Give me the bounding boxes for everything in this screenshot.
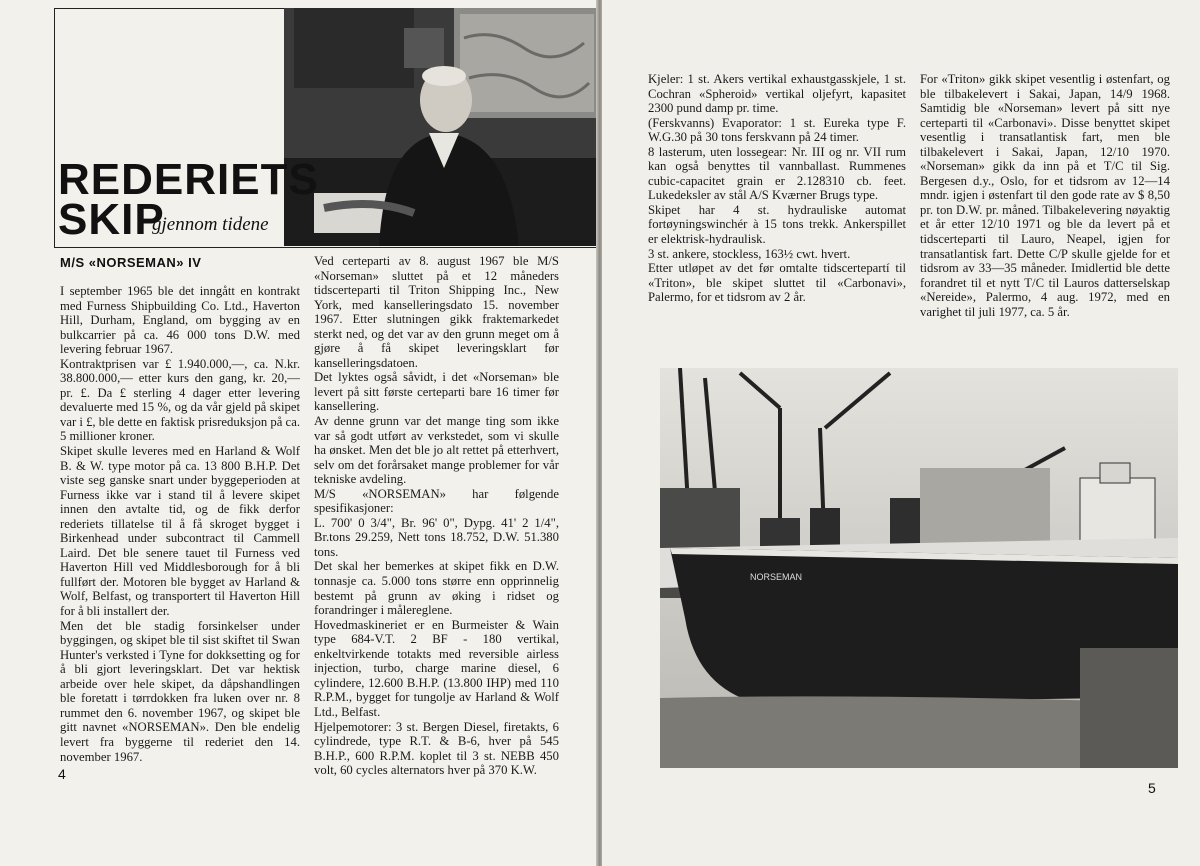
text-column-1 <box>60 284 300 764</box>
paragraph: Etter utløpet av det før omtalte tidscertepartí til «Triton», ble skipet sluttet til «Carbonavi», Palermo, for et tidsrom av 2 år. <box>648 261 906 305</box>
headline-subtitle: gjennom tidene <box>152 214 269 235</box>
paragraph: Men det ble stadig forsinkelser under byggingen, og skipet ble til sist skiftet til Swan Hunter's verksted i Tyne for dokksetting og for å bli gjort leveringsklart. Det var hektisk arbeide over hele skipet, da dåpshandlingen ble foretatt i tørrdokken fra luken over nr. 8 rummet den 6. november 1967, og skipet ble gitt navnet «NORSEMAN». Den ble endelig levert fra byggerne til rederiet den 14. november 1967. <box>60 618 300 764</box>
paragraph: For «Triton» gikk skipet vesentlig i østenfart, og ble tilbakelevert i Sakai, Japan, 14/9 1968. Samtidig ble «Norseman» levert på sitt nye certeparti til «Carbonavi». Disse benyttet skipet vesentlig i transatlantisk fart, men ble tilbakelevert i Sakai, Japan, 12/10 1970. «Norseman» gikk da inn på et T/C til Sig. Bergesen d.y., Oslo, for et tidsrom av 12—14 mndr. igjen i østenfart til den gode rate av $ 8,50 pr. ton D.W. pr. måned. Tilbakelevering nøyaktig et år etter 12/10 1971 og ble da levert på et tidscerteparti til Lauro, Neapel, igjen for transatlantisk fart. Dette C/P skulle gjelde for et tidsrom av 33—35 måneder. Imidlertid ble dette forandret til et nytt T/C til Lauros datterselskap «Nereide», Palermo, 4 aug. 1972, med en varighet til juli 1977, ca. 5 år. <box>920 72 1170 319</box>
section-heading: M/S «NORSEMAN» IV <box>60 255 202 270</box>
portrait-photo <box>284 8 600 246</box>
headline-line-1: REDERIETS <box>58 155 319 204</box>
paragraph: Ved certeparti av 8. august 1967 ble M/S «Norseman» sluttet på et 12 måneders tidscerteparti til Triton Shipping Inc., New York, med kanselleringsdato 15. november 1967. Etter slutningen gikk fraktemarkedet sterkt ned, og det var av den grunn meget om å gjøre å få skipet leveringsklart før kanselleringsdatoen. <box>314 254 559 370</box>
paragraph: Hjelpemotorer: 3 st. Bergen Diesel, firetakts, 6 cylindrede, type R.T. & B-6, hver på 545 B.H.P., 600 R.P.M. koplet til 3 st. NEBB 450 volt, 60 cycles alternators hver på 370 K.W. <box>314 719 559 778</box>
ship-name-on-hull: NORSEMAN <box>750 572 803 582</box>
headline-line-2: SKIP <box>58 195 165 244</box>
paragraph: Kontraktprisen var £ 1.940.000,—, ca. N.kr. 38.800.000,— etter kurs den gang, kr. 20,— pr. £. Da £ sterling 4 dager etter levering devaluerte med 15 %, og da vår gjeld på skipet var i £, ble dette en faktisk prisreduksjon på ca. 5 millioner kroner. <box>60 356 300 444</box>
paragraph: Av denne grunn var det mange ting som ikke var så godt utført av verkstedet, som vi skulle ha ønsket. Men det ble jo alt rettet på etterhvert, selv om det forårsaket mange problemer for vår tekniske avdeling. <box>314 414 559 487</box>
paragraph: Det skal her bemerkes at skipet fikk en D.W. tonnasje ca. 5.000 tons større enn opprinnelig bestemt på grunn av øking i ridset og forandringer i målereglene. <box>314 559 559 618</box>
paragraph: Skipet har 4 st. hydrauliske automat fortøyningswinchér à 15 tons trekk. Ankerspillet er elektrisk-hydraulisk. <box>648 202 906 247</box>
paragraph: I september 1965 ble det inngått en kontrakt med Furness Shipbuilding Co. Ltd., Haverton Hill, Durham, England, om bygging av en bulkcarrier på ca. 46 000 tons D.W. med levering februar 1967. <box>60 284 300 357</box>
paragraph: 3 st. ankere, stockless, 163½ cwt. hvert. <box>648 246 851 261</box>
paragraph: (Ferskvanns) Evaporator: 1 st. Eureka type F. W.G.30 på 30 tons ferskvann på 24 timer. <box>648 115 906 145</box>
ship-photo <box>660 368 1178 768</box>
page-number-left: 4 <box>58 766 66 782</box>
text-column-4 <box>920 72 1170 319</box>
page-number-right: 5 <box>1148 780 1156 796</box>
paragraph: M/S «NORSEMAN» har følgende spesifikasjoner: <box>314 486 559 516</box>
paragraph: Skipet skulle leveres med en Harland & Wolf B. & W. type motor på ca. 13 800 B.H.P. Det viste seg ganske snart under byggeperioden at Furness ikke var i stand til å levere skipet innen den avtalte tid, og de fikk derfor rederiets tillatelse til å få skroget bygget i Birkenhead under subcontract til Cammell Laird. Det ble senere tauet til Furness ved Haverton Hill ved Middlesborough for å bli fullført der. Motoren ble bygget av Harland & Wolf, Belfast, og transportert til Haverton Hill for å bli installert der. <box>60 444 300 619</box>
paragraph: 8 lasterum, uten lossegear: Nr. III og nr. VII rum kan også benyttes til vannballast. Rummenes cubic-capacitet grain er 2.128310 cb. feet. Lukedeksler av stål A/S Kværner Brugs type. <box>648 144 906 203</box>
paragraph: Kjeler: 1 st. Akers vertikal exhaustgasskjele, 1 st. Cochran «Spheroid» vertikal oljefyrt, kapasitet 2300 pund damp pr. time. <box>648 72 906 116</box>
paragraph: Hovedmaskineriet er en Burmeister & Wain type 684-V.T. 2 BF - 180 vertikal, enkeltvirkende totakts med reversible airless injection, turbo, charge marine diesel, 6 cylindere, 12.600 B.H.P. (13.800 IHP) med 110 R.P.M., bygget for tungolje av Harland & Wolf Ltd., Belfast. <box>314 617 559 719</box>
paragraph: L. 700' 0 3/4", Br. 96' 0", Dypg. 41' 2 1/4", Br.tons 29.259, Nett tons 18.752, D.W. 51.380 tons. <box>314 515 559 559</box>
paragraph: Det lyktes også såvidt, i det «Norseman» ble levert på sitt første certeparti bare 16 timer før kansellering. <box>314 370 559 414</box>
text-column-2 <box>314 254 559 778</box>
text-column-3 <box>648 72 906 305</box>
